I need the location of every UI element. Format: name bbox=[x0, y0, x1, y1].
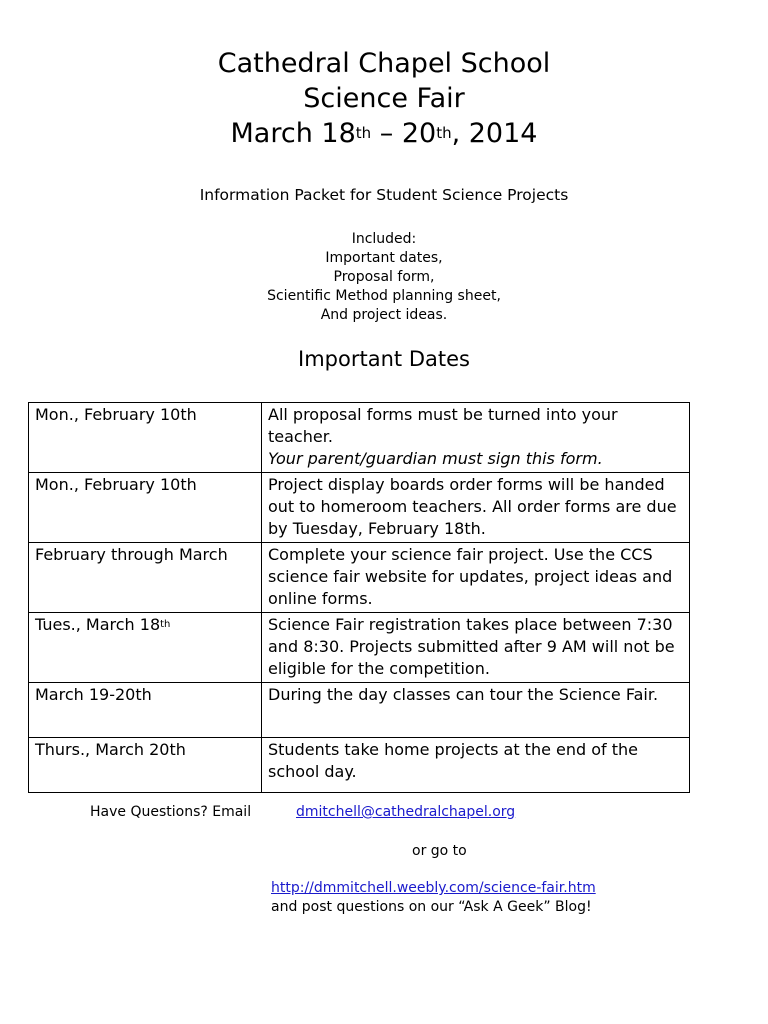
signature-note: Your parent/guardian must sign this form. bbox=[268, 449, 603, 468]
date-cell: Thurs., March 20th bbox=[29, 738, 262, 793]
date-cell: March 19-20th bbox=[29, 683, 262, 738]
event-date-end: – 20 bbox=[371, 118, 437, 149]
event-name: Science Fair bbox=[303, 83, 465, 114]
table-row bbox=[29, 683, 690, 738]
date-cell: Mon., February 10th bbox=[29, 403, 262, 473]
or-go-to-text: or go to bbox=[412, 843, 467, 859]
date-cell: February through March bbox=[29, 543, 262, 613]
included-list bbox=[0, 230, 768, 325]
date-cell: Mon., February 10th bbox=[29, 473, 262, 543]
event-date-start-suffix: th bbox=[355, 124, 372, 142]
important-dates-heading: Important Dates bbox=[298, 347, 470, 371]
description-cell bbox=[262, 403, 690, 473]
date-cell bbox=[29, 613, 262, 683]
blog-note: and post questions on our “Ask A Geek” Blog! bbox=[271, 899, 592, 915]
description-cell: Complete your science fair project. Use the CCS science fair website for updates, project ideas and online forms. bbox=[262, 543, 690, 613]
event-year: , 2014 bbox=[451, 118, 538, 149]
date-suffix: th bbox=[160, 619, 171, 630]
table-row bbox=[29, 613, 690, 683]
event-date-end-suffix: th bbox=[436, 124, 452, 142]
document-title bbox=[0, 46, 768, 155]
included-heading: Included: bbox=[351, 231, 417, 247]
email-link[interactable]: dmitchell@cathedralchapel.org bbox=[296, 804, 516, 820]
website-link[interactable]: http://dmmitchell.weebly.com/science-fair.htm bbox=[271, 880, 596, 896]
packet-subtitle: Information Packet for Student Science Projects bbox=[199, 186, 569, 204]
table-row bbox=[29, 543, 690, 613]
event-dates bbox=[0, 116, 768, 155]
included-item: Proposal form, bbox=[333, 269, 435, 285]
school-name: Cathedral Chapel School bbox=[217, 48, 551, 79]
description-cell: Project display boards order forms will be handed out to homeroom teachers. All order forms are due by Tuesday, February 18th. bbox=[262, 473, 690, 543]
description-cell: Students take home projects at the end of the school day. bbox=[262, 738, 690, 793]
description-text: All proposal forms must be turned into your teacher. bbox=[268, 405, 618, 446]
questions-label: Have Questions? Email bbox=[90, 804, 252, 820]
description-cell: During the day classes can tour the Science Fair. bbox=[262, 683, 690, 738]
description-cell: Science Fair registration takes place between 7:30 and 8:30. Projects submitted after 9 AM will not be eligible for the competition. bbox=[262, 613, 690, 683]
table-row bbox=[29, 738, 690, 793]
table-row bbox=[29, 473, 690, 543]
date-text: Tues., March 18 bbox=[35, 615, 161, 634]
event-date-start: March 18 bbox=[230, 118, 356, 149]
included-item: Important dates, bbox=[325, 250, 443, 266]
important-dates-table bbox=[28, 402, 690, 793]
included-item: Scientific Method planning sheet, bbox=[267, 288, 501, 304]
included-item: And project ideas. bbox=[320, 307, 448, 323]
table-row bbox=[29, 403, 690, 473]
